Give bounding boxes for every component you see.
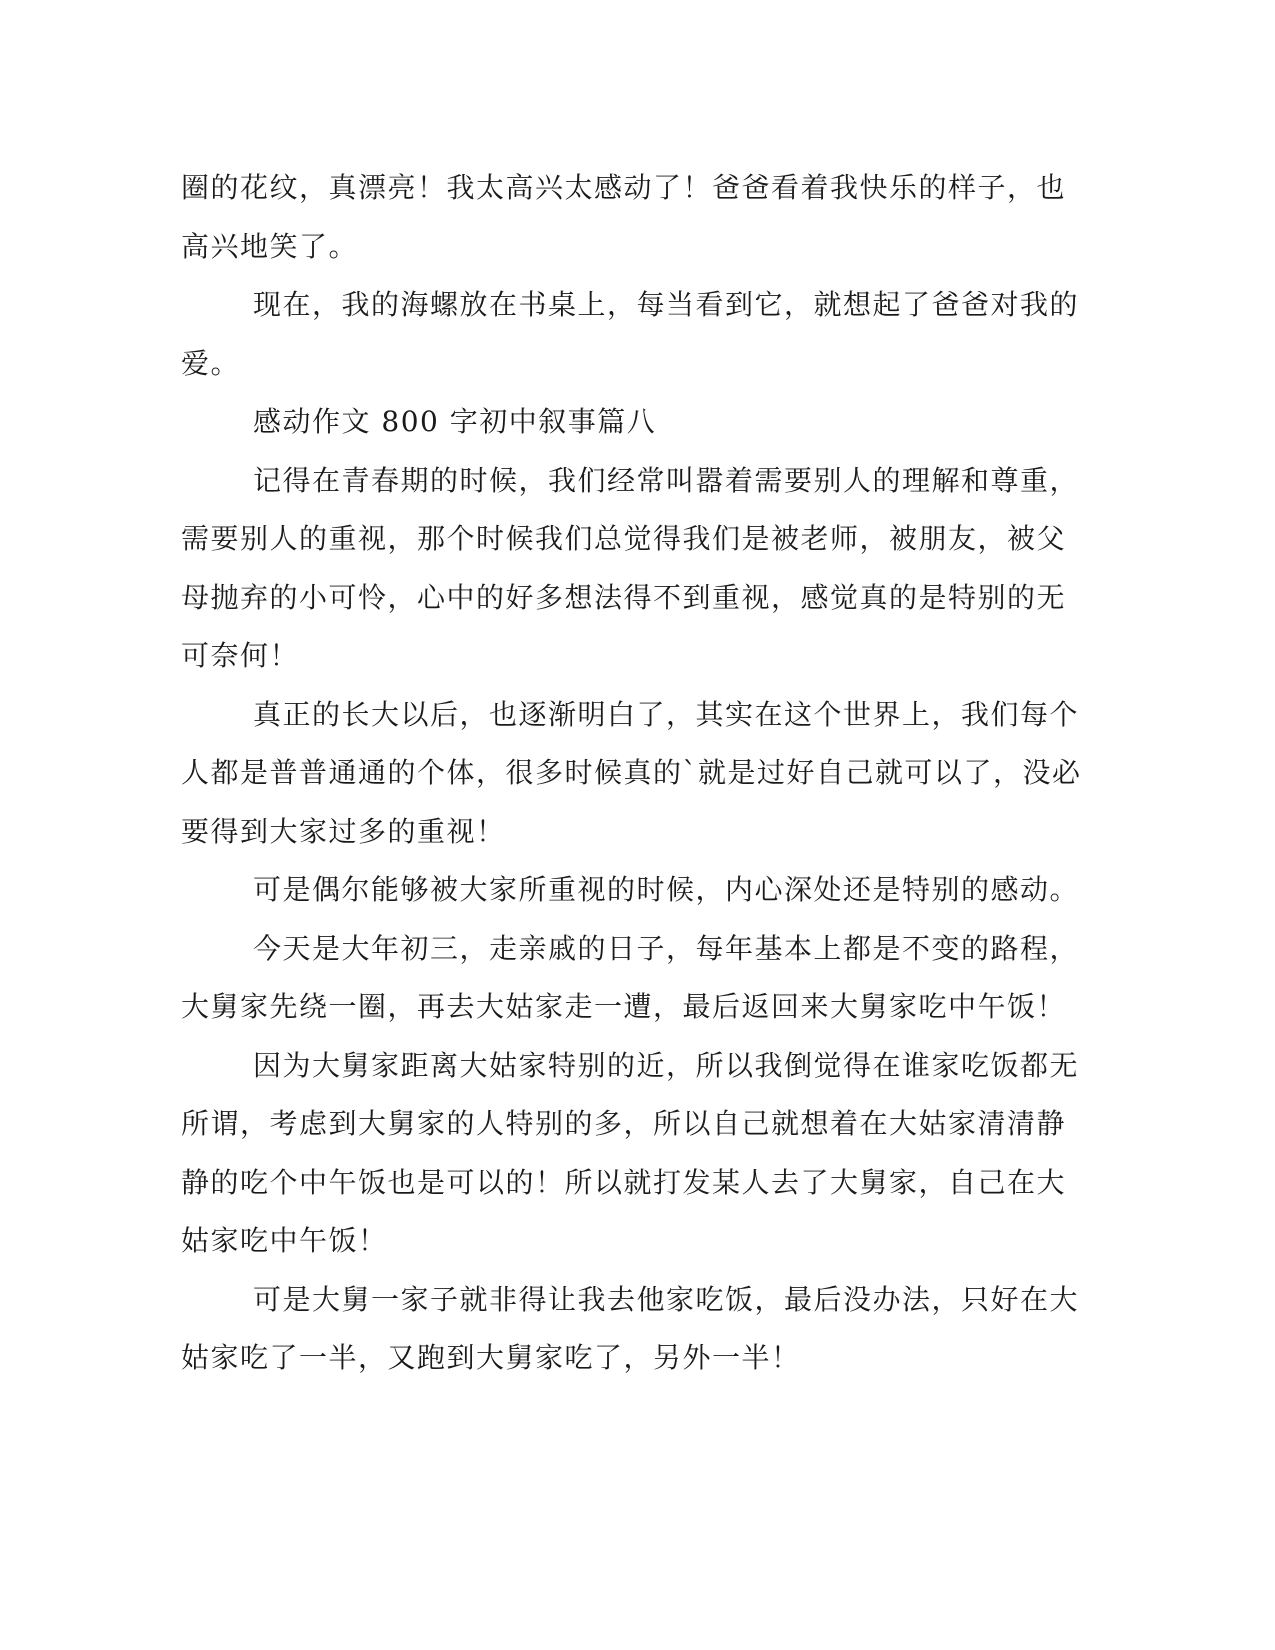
- text-line: 因为大舅家距离大姑家特别的近，所以我倒觉得在谁家吃饭都无: [253, 1048, 1080, 1082]
- text-line: 今天是大年初三，走亲戚的日子，每年基本上都是不变的路程，: [253, 931, 1080, 965]
- text-line: 真正的长大以后，也逐渐明白了，其实在这个世界上，我们每个: [253, 697, 1080, 731]
- text-line: 静的吃个中午饭也是可以的！所以就打发某人去了大舅家，自己在大: [181, 1165, 1067, 1199]
- text-line: 现在，我的海螺放在书桌上，每当看到它，就想起了爸爸对我的: [253, 288, 1080, 321]
- text-line: 姑家吃中午饭！: [181, 1224, 388, 1257]
- text-line: 需要别人的重视，那个时候我们总觉得我们是被老师，被朋友，被父: [181, 522, 1067, 555]
- text-line: 爱。: [181, 346, 241, 380]
- text-line: 记得在青春期的时候，我们经常叫嚣着需要别人的理解和尊重，: [253, 463, 1080, 497]
- text-line: 姑家吃了一半，又跑到大舅家吃了，另外一半！: [181, 1341, 801, 1374]
- body-text: [181, 159, 1082, 1388]
- text-line: 可奈何！: [181, 639, 300, 672]
- text-line: 所谓，考虑到大舅家的人特别的多，所以自己就想着在大姑家清清静: [181, 1107, 1067, 1140]
- text-line: 可是偶尔能够被大家所重视的时候，内心深处还是特别的感动。: [253, 873, 1080, 906]
- text-line: 可是大舅一家子就非得让我去他家吃饭，最后没办法，只好在大: [253, 1282, 1080, 1316]
- section-heading: 感动作文 800 字初中叙事篇八: [253, 405, 657, 438]
- text-line: 要得到大家过多的重视！: [181, 814, 506, 848]
- text-line: 母抛弃的小可怜，心中的好多想法得不到重视，感觉真的是特别的无: [181, 580, 1067, 614]
- text-line: 高兴地笑了。: [181, 229, 359, 263]
- text-line: 大舅家先绕一圈，再去大姑家走一遭，最后返回来大舅家吃中午饭！: [181, 990, 1067, 1023]
- text-line: 圈的花纹，真漂亮！我太高兴太感动了！爸爸看着我快乐的样子，也: [181, 171, 1067, 204]
- text-line: 人都是普普通通的个体，很多时候真的`就是过好自己就可以了，没必: [181, 756, 1082, 789]
